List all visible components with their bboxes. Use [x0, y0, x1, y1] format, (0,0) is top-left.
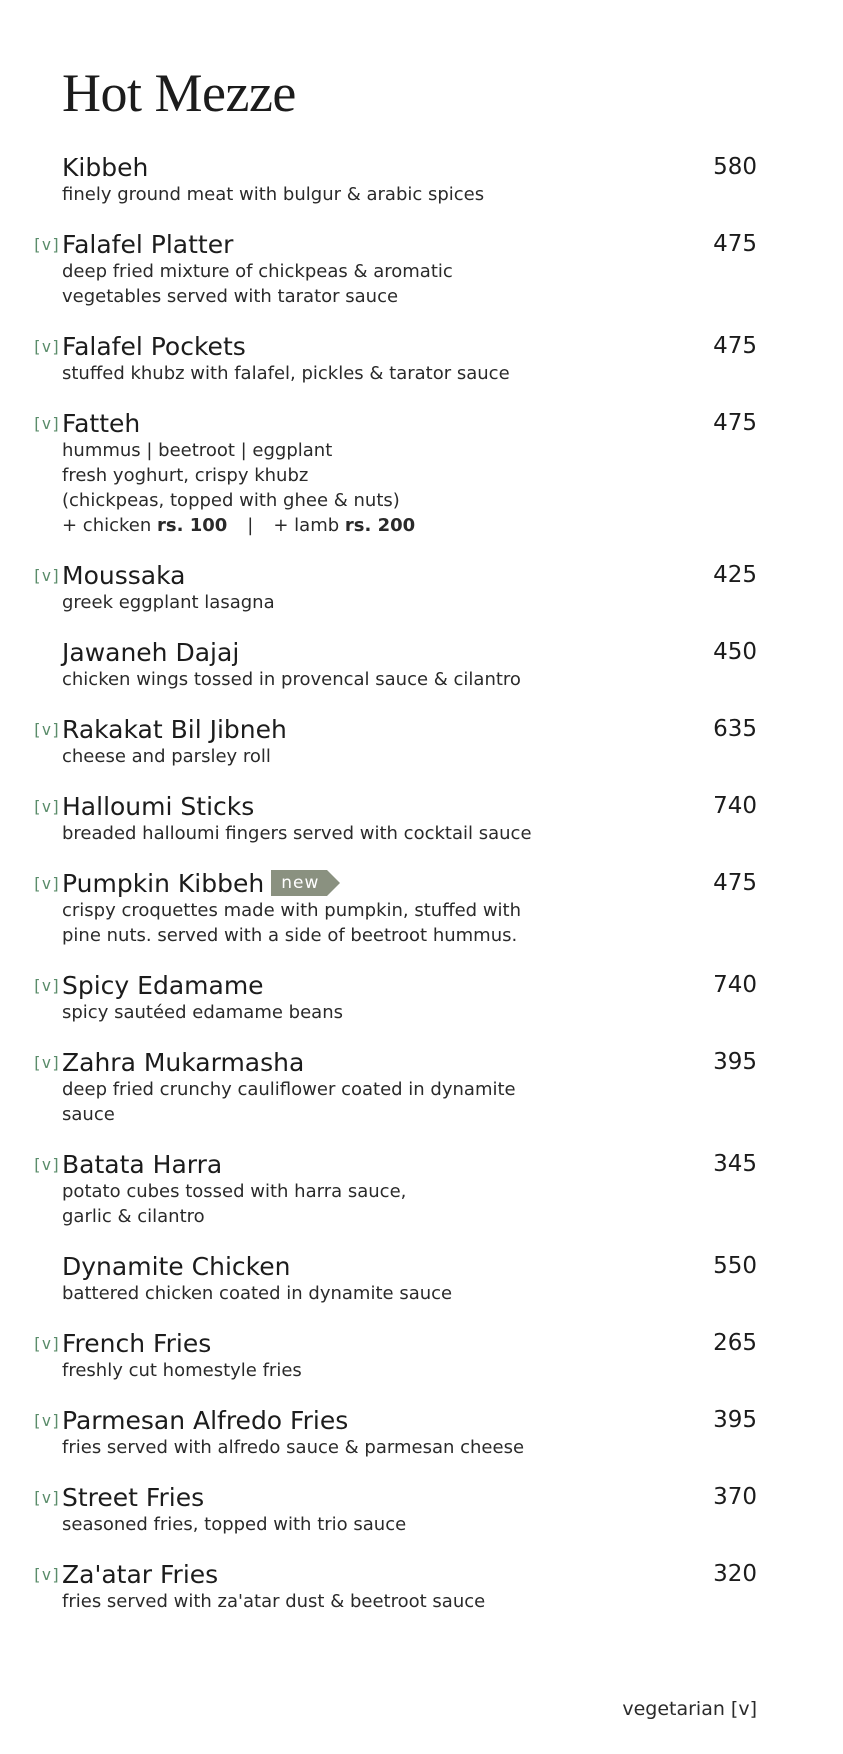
menu-item	[0, 331, 843, 386]
item-description: fries served with za'atar dust & beetroot sauce	[62, 1591, 486, 1612]
item-description: freshly cut homestyle fries	[62, 1360, 302, 1381]
menu-item	[0, 229, 843, 309]
menu-item	[0, 1559, 843, 1614]
item-name: Moussaka	[62, 560, 186, 590]
menu-item	[0, 714, 843, 769]
vegetarian-mark: [v]	[32, 1565, 61, 1584]
item-name: Spicy Edamame	[62, 970, 264, 1000]
item-price: 475	[713, 333, 757, 359]
item-name: French Fries	[62, 1328, 212, 1358]
menu-item	[0, 408, 843, 538]
menu-item	[0, 791, 843, 846]
item-description: seasoned fries, topped with trio sauce	[62, 1514, 407, 1535]
item-description: potato cubes tossed with harra sauce,	[62, 1181, 407, 1202]
item-description: crispy croquettes made with pumpkin, stuffed with	[62, 900, 522, 921]
item-description: vegetables served with tarator sauce	[62, 286, 399, 307]
item-description: sauce	[62, 1104, 115, 1125]
item-description: fresh yoghurt, crispy khubz	[62, 465, 309, 486]
menu-item	[0, 970, 843, 1025]
menu-item	[0, 560, 843, 615]
item-description: fries served with alfredo sauce & parmesan cheese	[62, 1437, 525, 1458]
item-name: Zahra Mukarmasha	[62, 1047, 305, 1077]
vegetarian-mark: [v]	[32, 1155, 61, 1174]
vegetarian-mark: [v]	[32, 720, 61, 739]
menu-item	[0, 1047, 843, 1127]
item-name: Kibbeh	[62, 152, 149, 182]
item-price: 740	[713, 972, 757, 998]
addon-label: + chicken	[62, 515, 152, 536]
item-price: 580	[713, 154, 757, 180]
vegetarian-mark: [v]	[32, 337, 61, 356]
item-name: Parmesan Alfredo Fries	[62, 1405, 349, 1435]
vegetarian-mark: [v]	[32, 414, 61, 433]
addon-label: + lamb	[273, 515, 340, 536]
item-price: 265	[713, 1330, 757, 1356]
menu-item	[0, 1405, 843, 1460]
item-name: Street Fries	[62, 1482, 205, 1512]
item-name: Za'atar Fries	[62, 1559, 219, 1589]
menu-list	[0, 152, 843, 1636]
item-price: 425	[713, 562, 757, 588]
item-price: 475	[713, 410, 757, 436]
item-description: spicy sautéed edamame beans	[62, 1002, 343, 1023]
new-badge: new	[271, 870, 327, 896]
vegetarian-mark: [v]	[32, 1334, 61, 1353]
vegetarian-mark: [v]	[32, 1488, 61, 1507]
item-price: 320	[713, 1561, 757, 1587]
item-description: garlic & cilantro	[62, 1206, 205, 1227]
vegetarian-mark: [v]	[32, 566, 61, 585]
item-description: finely ground meat with bulgur & arabic spices	[62, 184, 485, 205]
item-name: Batata Harra	[62, 1149, 223, 1179]
vegetarian-mark: [v]	[32, 797, 61, 816]
item-description: deep fried crunchy cauliflower coated in dynamite	[62, 1079, 516, 1100]
menu-item	[0, 1251, 843, 1306]
menu-item	[0, 1328, 843, 1383]
item-price: 475	[713, 231, 757, 257]
item-price: 450	[713, 639, 757, 665]
addon-separator: |	[247, 515, 254, 536]
item-description: stuffed khubz with falafel, pickles & tarator sauce	[62, 363, 510, 384]
item-description: deep fried mixture of chickpeas & aromatic	[62, 261, 453, 282]
item-price: 395	[713, 1049, 757, 1075]
item-description: pine nuts. served with a side of beetroot hummus.	[62, 925, 518, 946]
vegetarian-mark: [v]	[32, 874, 61, 893]
menu-item	[0, 868, 843, 948]
menu-item	[0, 637, 843, 692]
vegetarian-mark: [v]	[32, 235, 61, 254]
vegetarian-mark: [v]	[32, 976, 61, 995]
vegetarian-legend: vegetarian [v]	[622, 1698, 757, 1720]
item-name: Rakakat Bil Jibneh	[62, 714, 287, 744]
addon-price: rs. 200	[344, 515, 416, 536]
item-description: hummus | beetroot | eggplant	[62, 440, 333, 461]
addon-price: rs. 100	[157, 515, 228, 536]
item-name: Halloumi Sticks	[62, 791, 255, 821]
item-description: greek eggplant lasagna	[62, 592, 275, 613]
menu-item	[0, 1149, 843, 1229]
item-name: Jawaneh Dajaj	[62, 637, 240, 667]
item-description: cheese and parsley roll	[62, 746, 271, 767]
menu-item	[0, 1482, 843, 1537]
item-price: 370	[713, 1484, 757, 1510]
item-addons	[62, 513, 843, 538]
item-description: chicken wings tossed in provencal sauce & cilantro	[62, 669, 521, 690]
vegetarian-mark: [v]	[32, 1053, 61, 1072]
item-name: Pumpkin Kibbeh	[62, 868, 265, 898]
page-title: Hot Mezze	[62, 63, 296, 123]
menu-item	[0, 152, 843, 207]
item-price: 740	[713, 793, 757, 819]
item-name: Dynamite Chicken	[62, 1251, 291, 1281]
item-description: breaded halloumi fingers served with cocktail sauce	[62, 823, 532, 844]
item-price: 395	[713, 1407, 757, 1433]
item-description: battered chicken coated in dynamite sauce	[62, 1283, 453, 1304]
item-name: Falafel Platter	[62, 229, 234, 259]
item-price: 635	[713, 716, 757, 742]
item-name: Falafel Pockets	[62, 331, 246, 361]
item-price: 475	[713, 870, 757, 896]
vegetarian-mark: [v]	[32, 1411, 61, 1430]
item-price: 345	[713, 1151, 757, 1177]
item-description: (chickpeas, topped with ghee & nuts)	[62, 490, 400, 511]
item-price: 550	[713, 1253, 757, 1279]
item-name: Fatteh	[62, 408, 141, 438]
